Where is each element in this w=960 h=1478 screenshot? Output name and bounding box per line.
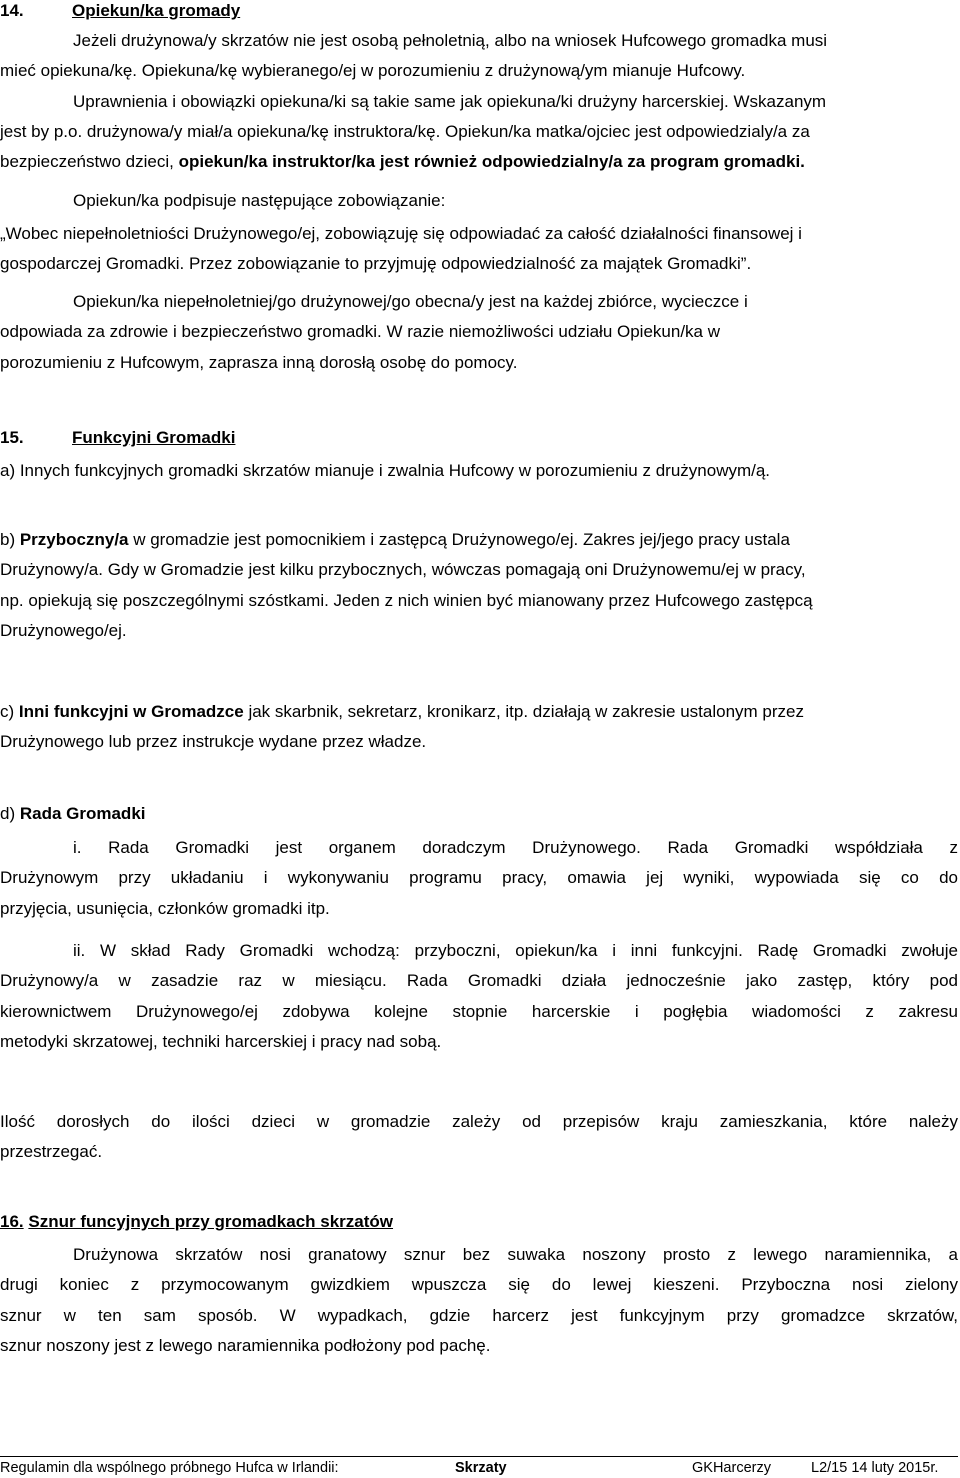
text-line: Ilość dorosłych do ilości dzieci w gromadzie zależy od przepisów kraju zamieszkania, które należy [0,1112,958,1131]
text-line: Uprawnienia i obowiązki opiekuna/ki są takie same jak opiekuna/ki drużyny harcerskiej. Wskazanym [73,91,827,111]
section-title: Funkcyjni Gromadki [72,428,236,447]
text-span: w gromadzie jest pomocnikiem i zastępcą Drużynowego/ej. Zakres jej/jego pracy ustala [128,530,790,549]
page-footer [0,1459,958,1478]
bold-text: opiekun/ka instruktor/ka jest również odpowiedzialny/a za program gromadki. [178,152,805,172]
text-line: Drużynowy/a. Gdy w Gromadzie jest kilku przybocznych, wówczas pomagają oni Drużynowemu/ej w pracy, [0,560,806,580]
footer-section: Skrzaty [455,1460,507,1476]
text-line: Drużynowa skrzatów nosi granatowy sznur bez suwaka noszony prosto z lewego naramiennika, a [73,1245,958,1264]
section-number: 14. [0,1,24,20]
text-line: przestrzegać. [0,1142,103,1162]
text-line: Opiekun/ka podpisuje następujące zobowiązanie: [73,191,446,210]
footer-revision-date: L2/15 14 luty 2015r. [811,1460,939,1476]
text-line: Opiekun/ka niepełnoletniej/go drużynowej/go obecna/y jest na każdej zbiórce, wycieczce i [73,292,748,311]
text-line: Jeżeli drużynowa/y skrzatów nie jest osobą pełnoletnią, albo na wniosek Hufcowego gromadka musi [73,31,828,50]
item-d [0,799,958,829]
item-d-ii [0,936,958,1057]
text-line [0,525,958,555]
item-d-i [0,833,958,924]
text-line: a) Innych funkcyjnych gromadki skrzatów mianuje i zwalnia Hufcowy w porozumieniu z drużynowym/ą. [0,461,771,480]
text-line: gospodarczej Gromadki. Przez zobowiązanie to przyjmuję odpowiedzialność za majątek Gromadki”. [0,254,752,274]
section-16-paragraph [0,1240,958,1361]
text-line: sznur w ten sam sposób. W wypadkach, gdzie harcerz jest funkcyjnym przy gromadzce skrzatów, [0,1305,958,1325]
section-title: Sznur funcyjnych przy gromadkach skrzatów [28,1212,394,1231]
bold-text: Inni funkcyjni w Gromadzce [18,702,244,721]
footer-document-title: Regulamin dla wspólnego próbnego Hufca w Irlandii: [0,1460,339,1476]
pledge-quote [0,219,958,280]
text-line: i. Rada Gromadki jest organem doradczym Drużynowego. Rada Gromadki współdziała z [73,838,958,857]
item-c [0,697,958,758]
text-line: metodyki skrzatowej, techniki harcerskiej i pracy nad sobą. [0,1031,442,1051]
text-line [0,147,958,177]
text-line: kierownictwem Drużynowego/ej zdobywa kolejne stopnie harcerskie i pogłębia wiadomości z zakresu [0,1001,958,1021]
section-15-heading [0,427,235,449]
item-a [0,456,958,486]
text-line: „Wobec niepełnoletniości Drużynowego/ej, zobowiązuję się odpowiadać za całość działalności finansowej i [0,224,802,243]
section-number: 15. [0,428,24,447]
text-line: ii. W skład Rady Gromadki wchodzą: przyboczni, opiekun/ka i inni funkcyjni. Radę Gromadki zwołuje [73,941,958,960]
section-number: 16. [0,1212,24,1231]
item-b [0,525,958,646]
text-line: Drużynowego lub przez instrukcje wydane przez władze. [0,732,427,752]
text-span: bezpieczeństwo dzieci, [0,152,179,172]
footer-organization: GKHarcerzy [692,1460,771,1476]
text-line: drugi koniec z przymocowanym gwizdkiem wpuszcza się do lewej kieszeni. Przyboczna nosi zielony [0,1275,958,1295]
item-prefix: c) [0,702,19,721]
text-line: np. opiekują się poszczególnymi szóstkami. Jeden z nich winien być mianowany przez Hufcowego zastępcą [0,590,813,610]
text-line: przyjęcia, usunięcia, członków gromadki itp. [0,898,330,918]
text-line: sznur noszony jest z lewego naramiennika podłożony pod pachę. [0,1335,491,1355]
text-line: Drużynowego/ej. [0,620,127,640]
ratio-note [0,1107,958,1168]
text-line: Drużynowy/a w zasadzie raz w miesiącu. Rada Gromadki działa jednocześnie jako zastęp, który pod [0,971,958,991]
text-line [0,799,958,829]
section-14-heading [0,0,240,22]
item-prefix: b) [0,530,20,549]
text-line: odpowiada za zdrowie i bezpieczeństwo gromadki. W razie niemożliwości udziału Opiekun/ka w [0,322,721,342]
item-prefix: d) [0,804,20,823]
text-line: mieć opiekuna/kę. Opiekuna/kę wybieranego/ej w porozumieniu z drużynową/ym mianuje Hufcowy. [0,61,746,81]
text-span: jak skarbnik, sekretarz, kronikarz, itp. działają w zakresie ustalonym przez [243,702,804,721]
text-line: jest by p.o. drużynowa/y miał/a opiekuna/kę instruktora/kę. Opiekun/ka matka/ojciec jest odpowiedzialy/a za [0,121,810,141]
text-line: porozumieniu z Hufcowym, zaprasza inną dorosłą osobę do pomocy. [0,352,518,372]
section-14-paragraph-4 [0,287,958,378]
footer-divider [0,1456,958,1457]
section-title: Opiekun/ka gromady [72,1,241,20]
text-line [0,697,958,727]
section-14-paragraph-1 [0,26,958,177]
bold-text: Rada Gromadki [19,804,146,823]
bold-text: Przyboczny/a [19,530,129,549]
section-14-paragraph-2 [0,186,958,216]
section-16-heading [0,1211,393,1233]
text-line: Drużynowym przy układaniu i wykonywaniu programu pracy, omawia jej wyniki, wypowiada się co do [0,868,958,888]
